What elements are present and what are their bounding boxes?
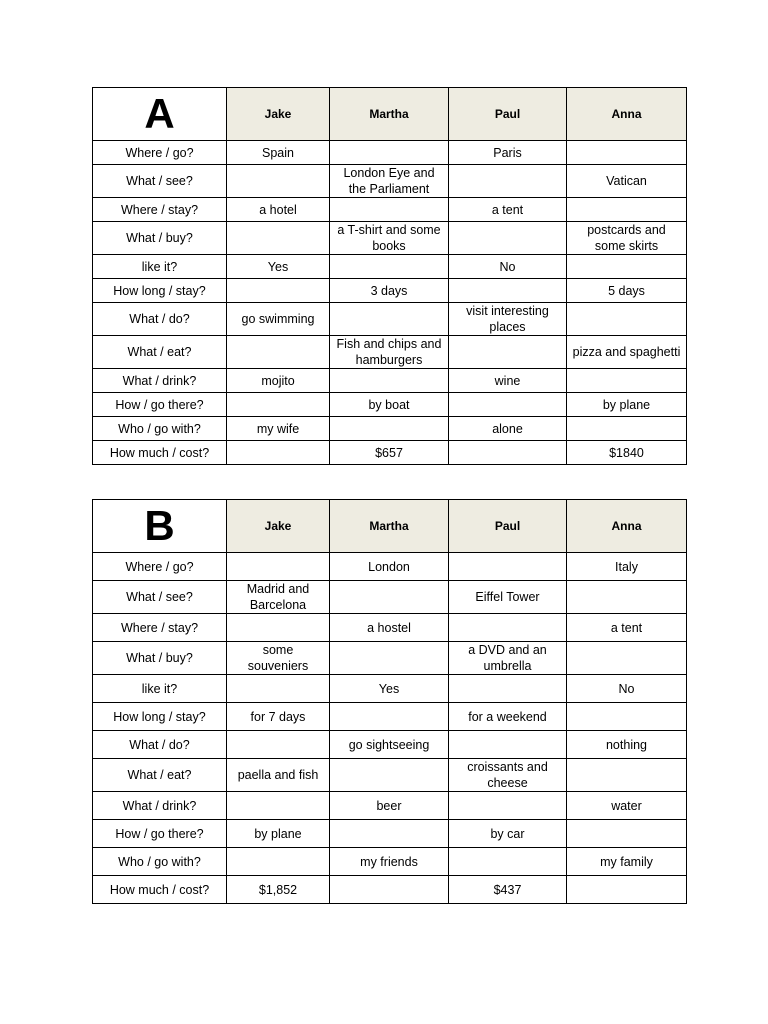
row-label: What / see? [93,165,227,198]
table-cell [567,417,687,441]
table-cell: postcards and some skirts [567,222,687,255]
table-row [93,279,687,303]
table-cell [330,255,449,279]
table-cell: some souveniers [227,642,330,675]
table-cell: London [330,553,449,581]
table-cell [227,165,330,198]
table-cell [330,876,449,904]
table-cell [330,759,449,792]
table-cell [227,279,330,303]
row-label: Where / stay? [93,614,227,642]
table-row [93,222,687,255]
row-label: Who / go with? [93,848,227,876]
row-label: How much / cost? [93,441,227,465]
table-cell [330,141,449,165]
table-cell [330,303,449,336]
table-cell [449,848,567,876]
table-cell [227,792,330,820]
table-cell: $1,852 [227,876,330,904]
table-cell: Madrid and Barcelona [227,581,330,614]
table-cell: for 7 days [227,703,330,731]
row-label: How long / stay? [93,703,227,731]
table-cell: nothing [567,731,687,759]
row-label: What / do? [93,303,227,336]
table-letter: A [93,88,227,141]
table-cell: croissants and cheese [449,759,567,792]
table-cell [449,553,567,581]
table-cell: a T-shirt and some books [330,222,449,255]
table-letter: B [93,500,227,553]
table-cell [567,198,687,222]
table-cell: a hostel [330,614,449,642]
table-row [93,141,687,165]
header-row [93,500,687,553]
table-cell [227,393,330,417]
column-header-martha: Martha [330,88,449,141]
table-row [93,614,687,642]
table-cell: water [567,792,687,820]
table-cell: No [567,675,687,703]
table-cell: Spain [227,141,330,165]
column-header-jake: Jake [227,88,330,141]
table-cell: mojito [227,369,330,393]
column-header-paul: Paul [449,500,567,553]
table-row [93,876,687,904]
table-cell [330,703,449,731]
table-cell [330,820,449,848]
row-label: How / go there? [93,393,227,417]
table-cell [449,393,567,417]
row-label: How long / stay? [93,279,227,303]
table-row [93,336,687,369]
table-cell [449,336,567,369]
table-cell [567,255,687,279]
table-cell: Italy [567,553,687,581]
table-cell [449,222,567,255]
table-cell: Yes [227,255,330,279]
table-row [93,642,687,675]
table-cell: Yes [330,675,449,703]
table-cell: London Eye and the Parliament [330,165,449,198]
table-cell: a tent [449,198,567,222]
table-cell [227,336,330,369]
table-cell [567,369,687,393]
table-row [93,255,687,279]
row-label: What / drink? [93,369,227,393]
row-label: Where / stay? [93,198,227,222]
table-cell: paella and fish [227,759,330,792]
table-cell [567,141,687,165]
table-cell: $437 [449,876,567,904]
table-cell [449,165,567,198]
table-cell: Vatican [567,165,687,198]
table-cell [227,675,330,703]
table-cell [449,675,567,703]
table-cell [227,441,330,465]
table-cell [567,303,687,336]
column-header-jake: Jake [227,500,330,553]
table-row [93,198,687,222]
table-cell: alone [449,417,567,441]
table-cell: beer [330,792,449,820]
table-cell: $657 [330,441,449,465]
worksheet-table-b [92,499,687,904]
table-row [93,848,687,876]
table-row [93,731,687,759]
column-header-paul: Paul [449,88,567,141]
table-cell [449,614,567,642]
table-row [93,441,687,465]
row-label: What / see? [93,581,227,614]
table-cell [567,581,687,614]
table-cell: for a weekend [449,703,567,731]
table-row [93,703,687,731]
table-cell: $1840 [567,441,687,465]
row-label: What / do? [93,731,227,759]
table-row [93,165,687,198]
table-cell: go sightseeing [330,731,449,759]
table-cell [330,198,449,222]
table-cell: No [449,255,567,279]
row-label: How much / cost? [93,876,227,904]
table-row [93,553,687,581]
table-cell: by car [449,820,567,848]
row-label: What / eat? [93,759,227,792]
column-header-martha: Martha [330,500,449,553]
table-cell: 3 days [330,279,449,303]
table-cell: by plane [567,393,687,417]
worksheet-table-a [92,87,687,465]
table-cell: my family [567,848,687,876]
table-cell [227,222,330,255]
table-row [93,792,687,820]
row-label: What / eat? [93,336,227,369]
table-cell [449,441,567,465]
table-cell: by boat [330,393,449,417]
table-cell [330,642,449,675]
table-cell: my friends [330,848,449,876]
table-cell [567,876,687,904]
table-row [93,581,687,614]
table-cell: 5 days [567,279,687,303]
table-row [93,820,687,848]
table-cell: pizza and spaghetti [567,336,687,369]
row-label: Where / go? [93,141,227,165]
table-row [93,417,687,441]
table-cell: a tent [567,614,687,642]
row-label: like it? [93,675,227,703]
table-cell [227,848,330,876]
table-cell: wine [449,369,567,393]
table-cell: Fish and chips and hamburgers [330,336,449,369]
table-cell: visit interesting places [449,303,567,336]
column-header-anna: Anna [567,88,687,141]
table-cell: a DVD and an umbrella [449,642,567,675]
table-cell [567,642,687,675]
table-cell [227,553,330,581]
table-cell [567,703,687,731]
table-cell [330,581,449,614]
table-cell: Eiffel Tower [449,581,567,614]
table-cell [449,279,567,303]
table-cell [330,417,449,441]
table-row [93,675,687,703]
table-cell [227,731,330,759]
table-row [93,759,687,792]
column-header-anna: Anna [567,500,687,553]
row-label: Where / go? [93,553,227,581]
table-cell: my wife [227,417,330,441]
table-cell [567,820,687,848]
table-cell: Paris [449,141,567,165]
table-cell [449,792,567,820]
table-row [93,393,687,417]
table-cell [227,614,330,642]
table-cell: by plane [227,820,330,848]
table-cell: a hotel [227,198,330,222]
row-label: What / buy? [93,222,227,255]
row-label: like it? [93,255,227,279]
row-label: Who / go with? [93,417,227,441]
row-label: How / go there? [93,820,227,848]
table-row [93,303,687,336]
table-row [93,369,687,393]
table-cell [330,369,449,393]
row-label: What / buy? [93,642,227,675]
table-cell [449,731,567,759]
header-row [93,88,687,141]
table-cell [567,759,687,792]
row-label: What / drink? [93,792,227,820]
table-cell: go swimming [227,303,330,336]
